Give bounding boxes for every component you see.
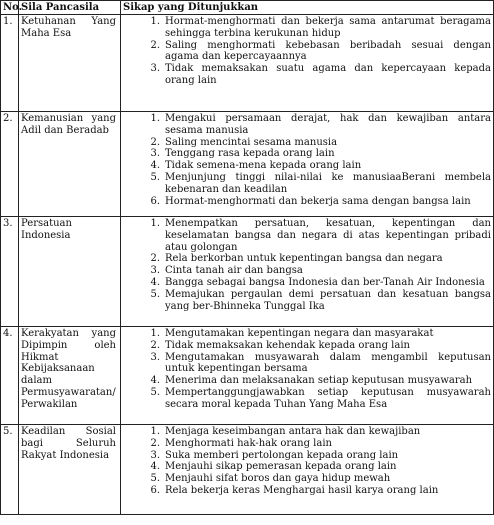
- sikap-item: 2. Saling menghormati kebebasan beribadah sesuai dengan agama dan kepercayaannya: [150, 39, 491, 63]
- header-sila: Sila Pancasila: [19, 1, 121, 15]
- sila-name: Persatuan Indonesia: [19, 217, 121, 327]
- sikap-cell: [121, 327, 494, 425]
- row-number: 1.: [1, 15, 19, 112]
- sila-name: Keadilan Sosial bagi Seluruh Rakyat Indonesia: [19, 425, 121, 515]
- sikap-cell: [121, 217, 494, 327]
- sikap-list: [123, 328, 491, 411]
- table-row: [1, 327, 494, 425]
- sikap-list: [123, 426, 491, 497]
- sikap-item: 1. Mengutamakan kepentingan negara dan masyarakat: [150, 328, 434, 339]
- sikap-item: 5. Mempertanggungjawabkan setiap keputusan musyawarah secara moral kepada Tuhan Yang Maha Esa: [150, 386, 491, 410]
- sikap-cell: [121, 425, 494, 515]
- sikap-list: [123, 218, 491, 312]
- sikap-list: [123, 113, 491, 207]
- table-row: [1, 112, 494, 217]
- sila-name: Kemanusian yang Adil dan Beradab: [19, 112, 121, 217]
- table-row: [1, 15, 494, 112]
- sikap-item: 1. Hormat-menghormati dan bekerja sama antarumat beragama sehingga terbina kerukunan hidup: [150, 16, 491, 39]
- sikap-item: 5. Menjunjung tinggi nilai-nilai ke manusiaaBerani membela kebenaran dan keadilan: [150, 171, 491, 195]
- row-number: 2.: [1, 112, 19, 217]
- sikap-item: 4. Bangga sebagai bangsa Indonesia dan ber-Tanah Air Indonesia: [150, 276, 485, 288]
- row-number: 4.: [1, 327, 19, 425]
- sikap-cell: [121, 15, 494, 112]
- sikap-item: 2. Menghormati hak-hak orang lain: [150, 437, 332, 449]
- sila-name: Ketuhanan Yang Maha Esa: [19, 15, 121, 112]
- sikap-item: 4. Menjauhi sikap pemerasan kepada orang lain: [150, 461, 397, 473]
- row-number: 5.: [1, 425, 19, 515]
- sikap-item: 4. Tidak semena-mena kepada orang lain: [150, 160, 362, 172]
- sikap-item: 6. Hormat-menghormati dan bekerja sama dengan bangsa lain: [150, 195, 471, 207]
- sikap-item: 4. Menerima dan melaksanakan setiap keputusan musyawarah: [150, 375, 473, 387]
- sikap-item: 2. Rela berkorban untuk kepentingan bangsa dan negara: [150, 253, 443, 265]
- sikap-item: 1. Mengakui persamaan derajat, hak dan kewajiban antara sesama manusia: [150, 113, 491, 136]
- sikap-item: 1. Menjaga keseimbangan antara hak dan kewajiban: [150, 426, 421, 437]
- row-number: 3.: [1, 217, 19, 327]
- header-no: No.: [1, 1, 19, 15]
- sikap-item: 1. Menempatkan persatuan, kesatuan, kepentingan dan keselamatan bangsa dan negara di atas kepentingan pribadi atau golongan: [150, 218, 491, 253]
- sikap-item: 3. Tidak memaksakan suatu agama dan kepercayaan kepada orang lain: [150, 63, 491, 86]
- sila-name: Kerakyatan yang Dipimpin oleh Hikmat Kebijaksanaan dalam Permusyawaratan/ Perwakilan: [19, 327, 121, 425]
- sikap-item: 3. Tenggang rasa kepada orang lain: [150, 148, 335, 160]
- table-header-row: [1, 1, 494, 15]
- sikap-item: 3. Cinta tanah air dan bangsa: [150, 265, 303, 277]
- sikap-item: 3. Suka memberi pertolongan kepada orang lain: [150, 449, 399, 461]
- header-sikap: Sikap yang Ditunjukkan: [121, 1, 494, 15]
- table-row: [1, 217, 494, 327]
- sikap-item: 2. Tidak memaksakan kehendak kepada orang lain: [150, 339, 410, 351]
- sikap-item: 5. Memajukan pergaulan demi persatuan dan kesatuan bangsa yang ber-Bhinneka Tunggal Ika: [150, 288, 491, 312]
- sikap-list: [123, 16, 491, 87]
- sikap-item: 6. Rela bekerja keras Menghargai hasil karya orang lain: [150, 484, 439, 496]
- sikap-item: 3. Mengutamakan musyawarah dalam mengambil keputusan untuk kepentingan bersama: [150, 351, 491, 375]
- sikap-item: 2. Saling mencintai sesama manusia: [150, 136, 338, 148]
- sikap-item: 5. Menjauhi sifat boros dan gaya hidup mewah: [150, 473, 391, 485]
- sikap-cell: [121, 112, 494, 217]
- table-row: [1, 425, 494, 515]
